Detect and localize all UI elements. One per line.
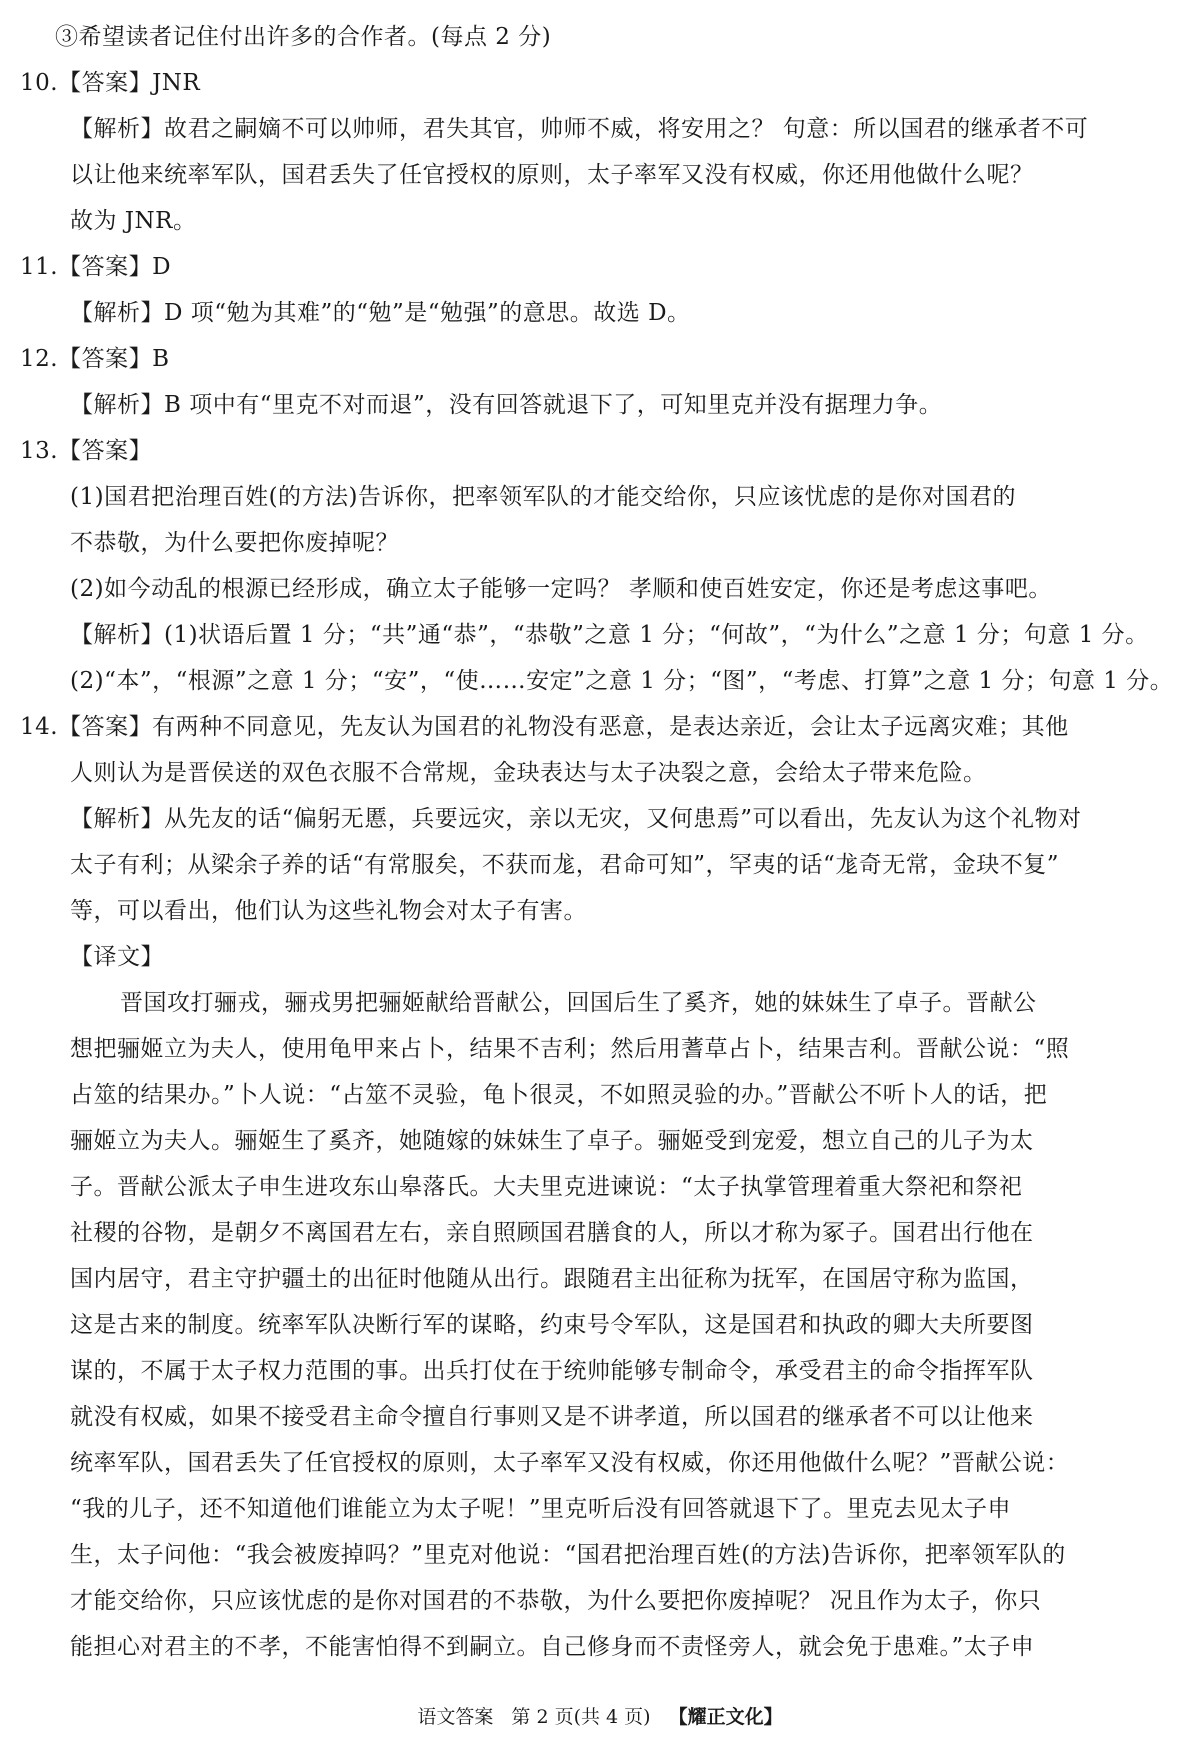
text-line: 14.【答案】有两种不同意见，先友认为国君的礼物没有恶意，是表达亲近，会让太子远离灾难；其他 bbox=[20, 714, 1069, 740]
text-line: “我的儿子，还不知道他们谁能立为太子呢！”里克听后没有回答就退下了。里克去见太子申 bbox=[70, 1496, 1012, 1522]
text-line: 谋的，不属于太子权力范围的事。出兵打仗在于统帅能够专制命令，承受君主的命令指挥军队 bbox=[70, 1358, 1034, 1384]
text-line: 这是古来的制度。统率军队决断行军的谋略，约束号令军队，这是国君和执政的卿大夫所要图 bbox=[70, 1312, 1034, 1338]
text-line: 能担心对君主的不孝，不能害怕得不到嗣立。自己修身而不责怪旁人，就会免于患难。”太子申 bbox=[70, 1634, 1035, 1660]
text-line: 国内居守，君主守护疆土的出征时他随从出行。跟随君主出征称为抚军，在国居守称为监国， bbox=[70, 1266, 1034, 1292]
text-line: 就没有权威，如果不接受君主命令擅自行事则又是不讲孝道，所以国君的继承者不可以让他来 bbox=[70, 1404, 1034, 1430]
text-line: 生，太子问他：“我会被废掉吗？”里克对他说：“国君把治理百姓(的方法)告诉你，把率领军队的 bbox=[70, 1542, 1066, 1568]
text-line: 【解析】(1)状语后置 1 分；“共”通“恭”，“恭敬”之意 1 分；“何故”，“为什么”之意 1 分；句意 1 分。 bbox=[70, 622, 1149, 648]
text-line: 11.【答案】D bbox=[20, 254, 172, 280]
text-line: 【解析】D 项“勉为其难”的“勉”是“勉强”的意思。故选 D。 bbox=[70, 300, 691, 326]
text-line: ③希望读者记住付出许多的合作者。(每点 2 分) bbox=[55, 24, 552, 50]
text-line: 晋国攻打骊戎，骊戎男把骊姬献给晋献公，回国后生了奚齐，她的妹妹生了卓子。晋献公 bbox=[120, 990, 1037, 1016]
text-line: 子。晋献公派太子申生进攻东山皋落氏。大夫里克进谏说：“太子执掌管理着重大祭祀和祭祀 bbox=[70, 1174, 1023, 1200]
text-line: 【解析】故君之嗣嫡不可以帅师，君失其官，帅师不威，将安用之？ 句意：所以国君的继承者不可 bbox=[70, 116, 1089, 142]
footer-page-number: 第 2 页(共 4 页) bbox=[511, 1706, 651, 1728]
text-line: (1)国君把治理百姓(的方法)告诉你，把率领军队的才能交给你，只应该忧虑的是你对国君的 bbox=[70, 484, 1017, 510]
footer-subject: 语文答案 bbox=[417, 1706, 494, 1728]
text-line: 10.【答案】JNR bbox=[20, 70, 201, 96]
text-line: 想把骊姬立为夫人，使用龟甲来占卜，结果不吉利；然后用蓍草占卜，结果吉利。晋献公说：“照 bbox=[70, 1036, 1070, 1062]
footer-brand: 【耀正文化】 bbox=[668, 1706, 783, 1728]
text-line: 12.【答案】B bbox=[20, 346, 170, 372]
text-line: 不恭敬，为什么要把你废掉呢？ bbox=[70, 530, 399, 556]
text-line: 【解析】从先友的话“偏躬无慝，兵要远灾，亲以无灾，又何患焉”可以看出，先友认为这个礼物对 bbox=[70, 806, 1082, 832]
text-line: 占筮的结果办。”卜人说：“占筮不灵验，龟卜很灵，不如照灵验的办。”晋献公不听卜人的话，把 bbox=[70, 1082, 1048, 1108]
text-line: 故为 JNR。 bbox=[70, 208, 197, 234]
text-line: (2)如今动乱的根源已经形成，确立太子能够一定吗？ 孝顺和使百姓安定，你还是考虑这事吧。 bbox=[70, 576, 1052, 602]
text-line: 人则认为是晋侯送的双色衣服不合常规，金玦表达与太子决裂之意，会给太子带来危险。 bbox=[70, 760, 987, 786]
text-line: 才能交给你，只应该忧虑的是你对国君的不恭敬，为什么要把你废掉呢？ 况且作为太子，你只 bbox=[70, 1588, 1042, 1614]
text-line: 社稷的谷物，是朝夕不离国君左右，亲自照顾国君膳食的人，所以才称为冢子。国君出行他在 bbox=[70, 1220, 1034, 1246]
text-line: 【解析】B 项中有“里克不对而退”，没有回答就退下了，可知里克并没有据理力争。 bbox=[70, 392, 943, 418]
text-line: 统率军队，国君丢失了任官授权的原则，太子率军又没有权威，你还用他做什么呢？”晋献公说： bbox=[70, 1450, 1070, 1476]
page-footer bbox=[0, 1704, 1200, 1730]
text-line: (2)“本”，“根源”之意 1 分；“安”，“使……安定”之意 1 分；“图”，“考虑、打算”之意 1 分；句意 1 分。 bbox=[70, 668, 1174, 694]
text-line: 以让他来统率军队，国君丢失了任官授权的原则，太子率军又没有权威，你还用他做什么呢？ bbox=[70, 162, 1034, 188]
text-line: 太子有利；从梁余子养的话“有常服矣，不获而尨，君命可知”，罕夷的话“尨奇无常，金玦不复” bbox=[70, 852, 1060, 878]
text-line: 等，可以看出，他们认为这些礼物会对太子有害。 bbox=[70, 898, 587, 924]
text-line: 13.【答案】 bbox=[20, 438, 153, 464]
text-line: 【译文】 bbox=[70, 944, 164, 970]
text-line: 骊姬立为夫人。骊姬生了奚齐，她随嫁的妹妹生了卓子。骊姬受到宠爱，想立自己的儿子为太 bbox=[70, 1128, 1034, 1154]
